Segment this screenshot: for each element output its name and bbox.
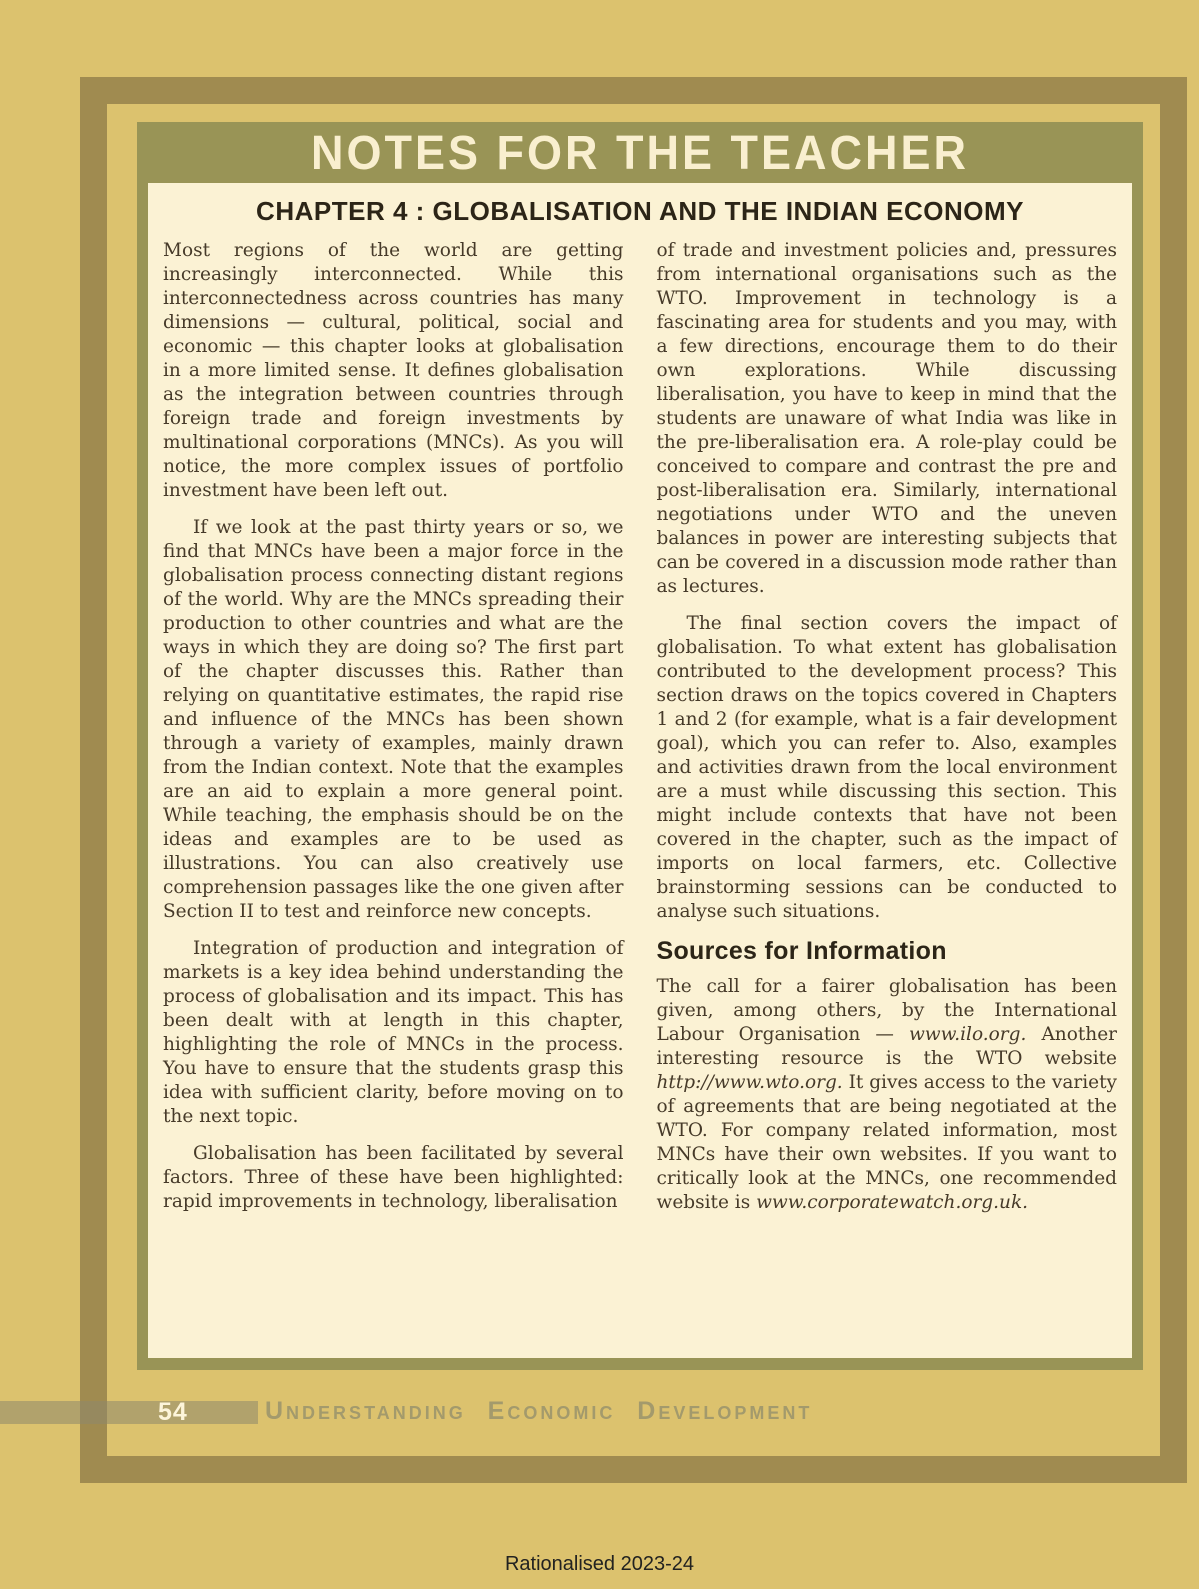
text-segment: of trade and investment policies and, pressures from international organisations such as the WTO. Improvement in technology is a fascinating area for students and you may, with a few directions, encourage them to do their own explorations. While discussing liberalisation, you have to keep in mind that the students are unaware of what India was like in the pre-liberalisation era. A role-play could be conceived to compare and contrast the pre and post-liberalisation era. Similarly, international negotiations under WTO and the uneven balances in power are interesting subjects that can be covered in a discussion mode rather than as lectures.: [656, 240, 1117, 597]
two-column-body: [163, 239, 1117, 1228]
text-segment: Integration of production and integration of markets is a key idea behind understanding the process of globalisation and its impact. This has been dealt with at length in this chapter, highlighting the role of MNCs in the process. You have to ensure that the students grasp this idea with sufficient clarity, before moving on to the next topic.: [163, 938, 624, 1127]
text-segment: http://www.wto.org.: [656, 1072, 843, 1093]
text-segment: The call for a fairer globalisation has been given, among others, by the International Labour Organisation —: [656, 976, 1117, 1045]
body-paragraph: [163, 239, 624, 503]
text-segment: Most regions of the world are getting increasingly interconnected. While this interconnectedness across countries has many dimensions — cultural, political, social and economic — this chapter looks at globalisation in a more limited sense. It defines globalisation as the integration between countries through foreign trade and foreign investments by multinational corporations (MNCs). As you will notice, the more complex issues of portfolio investment have been left out.: [163, 240, 624, 501]
page-number: 54: [158, 1398, 188, 1426]
body-paragraph: [163, 937, 624, 1129]
notes-panel: [137, 122, 1143, 1370]
footer-page-bar: [0, 1401, 258, 1424]
left-column: [163, 239, 624, 1228]
text-segment: www.ilo.org.: [908, 1024, 1027, 1045]
chapter-heading: CHAPTER 4 : GLOBALISATION AND THE INDIAN ECONOMY: [256, 196, 1024, 226]
sources-heading: Sources for Information: [656, 937, 947, 965]
text-segment: The final section covers the impact of globalisation. To what extent has globalisation contributed to the development process? This section draws on the topics covered in Chapters 1 and 2 (for example, what is a fair development goal), which you can refer to. Also, examples and activities drawn from the local environment are a must while discussing this section. This might include contexts that have not been covered in the chapter, such as the impact of imports on local farmers, etc. Collective brainstorming sessions can be conducted to analyse such situations.: [656, 613, 1117, 922]
text-segment: If we look at the past thirty years or so, we find that MNCs have been a major force in the globalisation process connecting distant regions of the world. Why are the MNCs spreading their production to other countries and what are the ways in which they are doing so? The first part of the chapter discusses this. Rather than relying on quantitative estimates, the rapid rise and influence of the MNCs has been shown through a variety of examples, mainly drawn from the Indian context. Note that the examples are an aid to explain a more general point. While teaching, the emphasis should be on the ideas and examples are to be used as illustrations. You can also creatively use comprehension passages like the one given after Section II to test and reinforce new concepts.: [163, 517, 624, 922]
right-column: [657, 239, 1118, 1228]
body-paragraph: [657, 612, 1118, 924]
body-paragraph: [163, 516, 624, 924]
rationalised-note: Rationalised 2023-24: [504, 1553, 695, 1575]
text-segment: www.corporatewatch.org.uk.: [756, 1192, 1029, 1213]
body-paragraph: [163, 1142, 624, 1214]
content-sheet: [148, 183, 1132, 1358]
text-segment: Globalisation has been facilitated by several factors. Three of these have been highlighted: rapid improvements in technology, liberalisation: [163, 1143, 624, 1212]
text-segment: It gives access to the variety of agreements that are being negotiated at the WTO. For company related information, most MNCs have their own websites. If you want to critically look at the MNCs, one recommended website is: [656, 1072, 1117, 1213]
body-paragraph: [657, 239, 1118, 599]
body-paragraph: [657, 975, 1118, 1215]
banner-title: NOTES FOR THE TEACHER: [310, 124, 970, 180]
banner: [137, 122, 1143, 183]
text-segment: Another interesting resource is the WTO website: [656, 1024, 1118, 1069]
book-title: Understanding Economic Development: [265, 1397, 813, 1425]
